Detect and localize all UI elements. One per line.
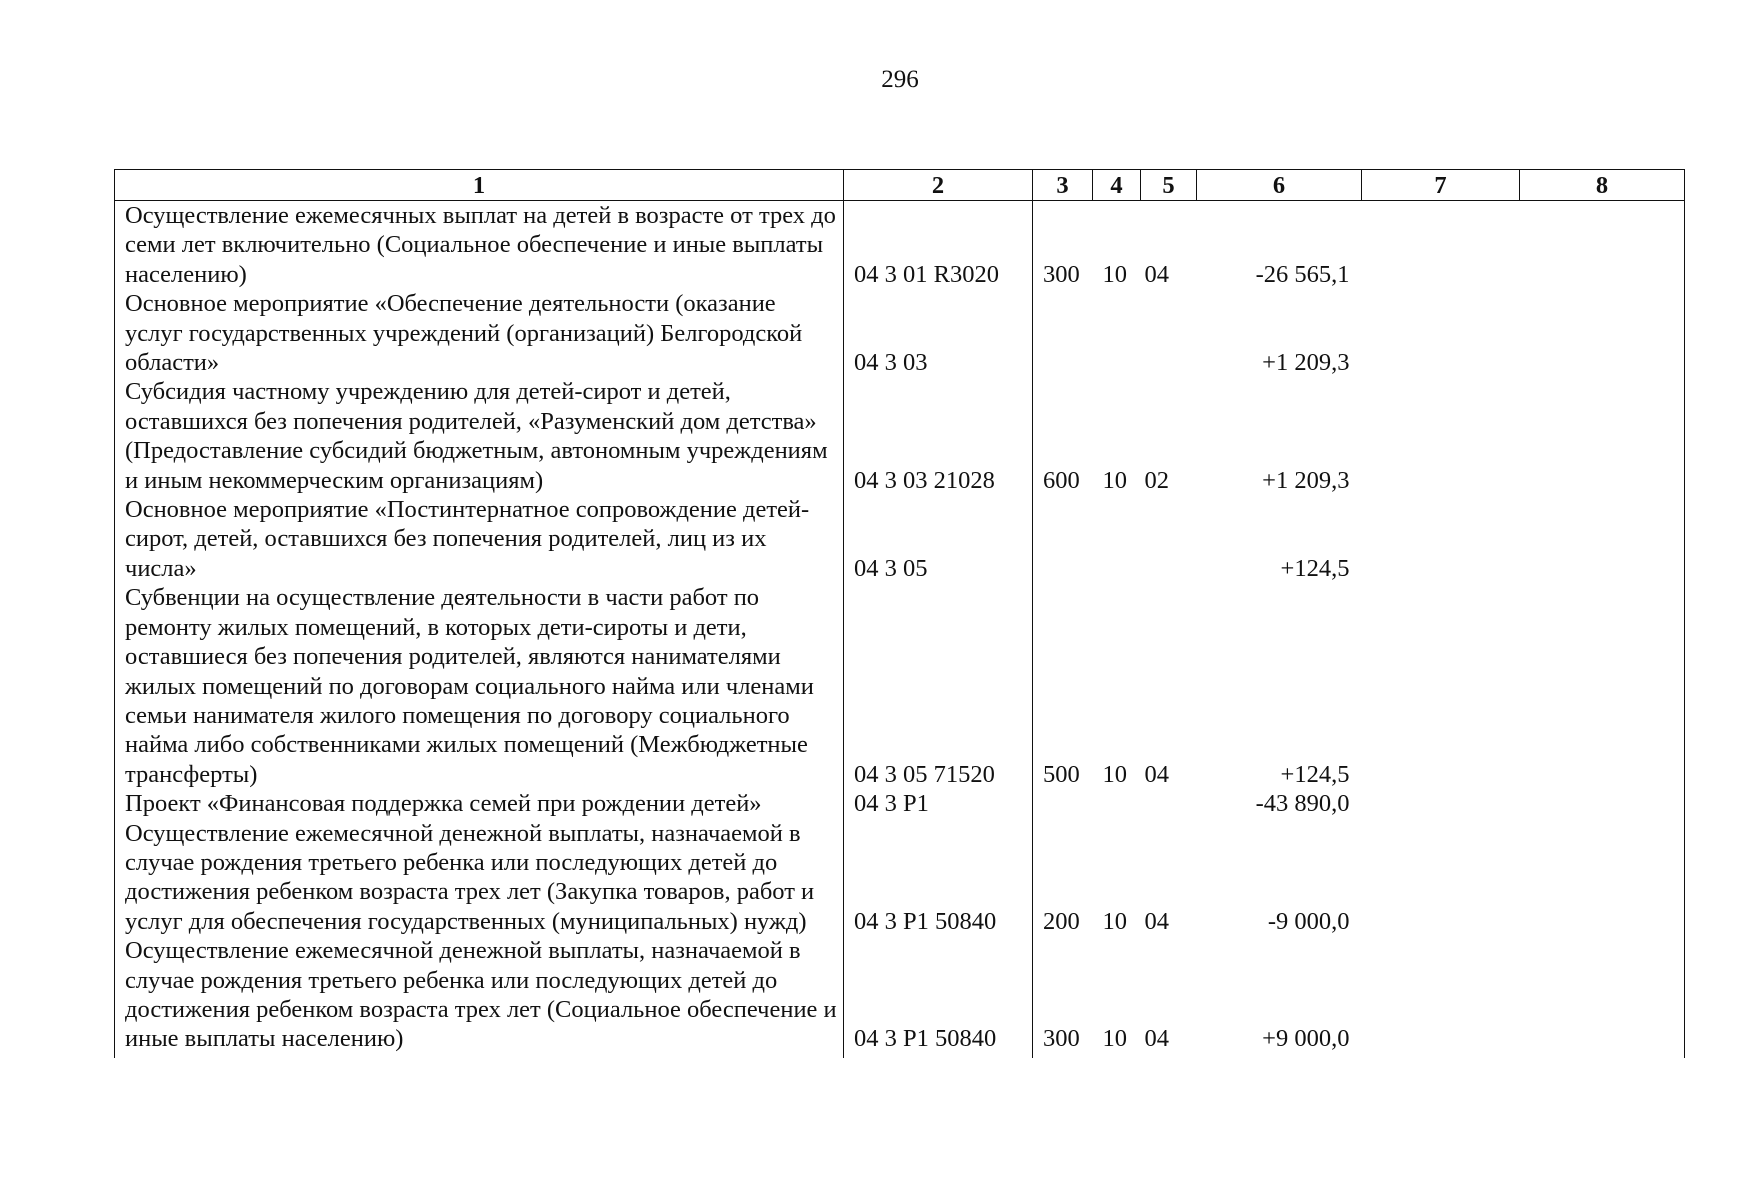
row-subsection [1141,789,1197,818]
column-header: 3 [1033,170,1093,201]
row-name: Субсидия частному учреждению для детей-сирот и детей, оставшихся без попечения родителей, «Разуменский дом детства» (Предоставление субсидий бюджетным, автономным учреждениям и иным некоммерческим организациям) [115,377,844,495]
row-amount: -43 890,0 [1255,790,1350,818]
row-subsection [1141,495,1197,583]
row-col8 [1520,495,1685,583]
row-expense-type [1033,789,1093,818]
row-code: 04 3 P1 50840 [844,936,1033,1058]
row-expense-type: 200 [1033,819,1093,937]
row-amount: +124,5 [1280,554,1350,582]
row-col7 [1362,789,1520,818]
row-code: 04 3 03 [844,289,1033,377]
row-col8 [1520,377,1685,495]
row-subsection: 04 [1144,1025,1169,1053]
row-expense-type: 600 [1033,377,1093,495]
row-amount: +124,5 [1280,760,1350,788]
table-row [115,789,1685,818]
row-amount: +9 000,0 [1262,1025,1350,1053]
row-col8 [1520,583,1685,789]
row-expense-type [1033,495,1093,583]
row-col8 [1520,289,1685,377]
row-subsection [1141,289,1197,377]
column-header: 5 [1141,170,1197,201]
row-col7 [1362,201,1520,290]
row-section: 10 [1102,260,1127,288]
page-number: 296 [881,66,919,93]
column-header: 8 [1520,170,1685,201]
row-section: 10 [1102,760,1127,788]
row-expense-type: 300 [1033,201,1093,290]
row-name: Основное мероприятие «Постинтернатное сопровождение детей-сирот, детей, оставшихся без попечения родителей, лиц из их числа» [115,495,844,583]
row-amount: -9 000,0 [1267,907,1350,935]
row-name: Основное мероприятие «Обеспечение деятельности (оказание услуг государственных учреждений (организаций) Белгородской области» [115,289,844,377]
row-col7 [1362,819,1520,937]
column-header: 4 [1093,170,1141,201]
row-subsection: 04 [1144,907,1169,935]
row-name: Осуществление ежемесячных выплат на детей в возрасте от трех до семи лет включительно (Социальное обеспечение и иные выплаты населению) [115,201,844,290]
column-header: 7 [1362,170,1520,201]
row-col7 [1362,377,1520,495]
row-col7 [1362,936,1520,1058]
row-expense-type: 500 [1033,583,1093,789]
row-col7 [1362,583,1520,789]
table-row [115,201,1685,290]
row-col8 [1520,819,1685,937]
row-section: 10 [1102,907,1127,935]
row-code: 04 3 03 21028 [844,377,1033,495]
column-header: 2 [844,170,1033,201]
row-subsection: 04 [1144,260,1169,288]
row-col7 [1362,495,1520,583]
row-subsection: 04 [1144,760,1169,788]
row-section: 10 [1102,466,1127,494]
table-row [115,936,1685,1058]
row-col8 [1520,201,1685,290]
table-row [115,583,1685,789]
column-header: 6 [1197,170,1362,201]
budget-table [114,169,1685,1058]
column-header: 1 [115,170,844,201]
table-row [115,289,1685,377]
row-expense-type [1033,289,1093,377]
row-expense-type: 300 [1033,936,1093,1058]
row-code: 04 3 P1 50840 [844,819,1033,937]
row-amount: -26 565,1 [1255,260,1350,288]
row-col8 [1520,789,1685,818]
table-row [115,495,1685,583]
row-section: 10 [1102,1025,1127,1053]
row-name: Проект «Финансовая поддержка семей при рождении детей» [115,789,844,818]
row-amount: +1 209,3 [1262,349,1350,377]
row-col8 [1520,936,1685,1058]
row-code: 04 3 01 R3020 [844,201,1033,290]
row-section [1093,289,1141,377]
row-name: Осуществление ежемесячной денежной выплаты, назначаемой в случае рождения третьего ребенка или последующих детей до достижения ребенком возраста трех лет (Закупка товаров, работ и услуг для обеспечения государственных (муниципальных) нужд) [115,819,844,937]
row-col7 [1362,289,1520,377]
row-code: 04 3 05 [844,495,1033,583]
row-code: 04 3 05 71520 [844,583,1033,789]
table-row [115,377,1685,495]
row-name: Субвенции на осуществление деятельности в части работ по ремонту жилых помещений, в которых дети-сироты и дети, оставшиеся без попечения родителей, являются нанимателями жилых помещений по договорам социального найма или членами семьи нанимателя жилого помещения по договору социального найма либо собственниками жилых помещений (Межбюджетные трансферты) [115,583,844,789]
row-name: Осуществление ежемесячной денежной выплаты, назначаемой в случае рождения третьего ребенка или последующих детей до достижения ребенком возраста трех лет (Социальное обеспечение и иные выплаты населению) [115,936,844,1058]
row-section [1093,789,1141,818]
table-row [115,819,1685,937]
row-subsection: 02 [1144,466,1169,494]
row-section [1093,495,1141,583]
row-code: 04 3 P1 [844,789,1033,818]
row-amount: +1 209,3 [1262,466,1350,494]
table-header-row [115,170,1685,201]
